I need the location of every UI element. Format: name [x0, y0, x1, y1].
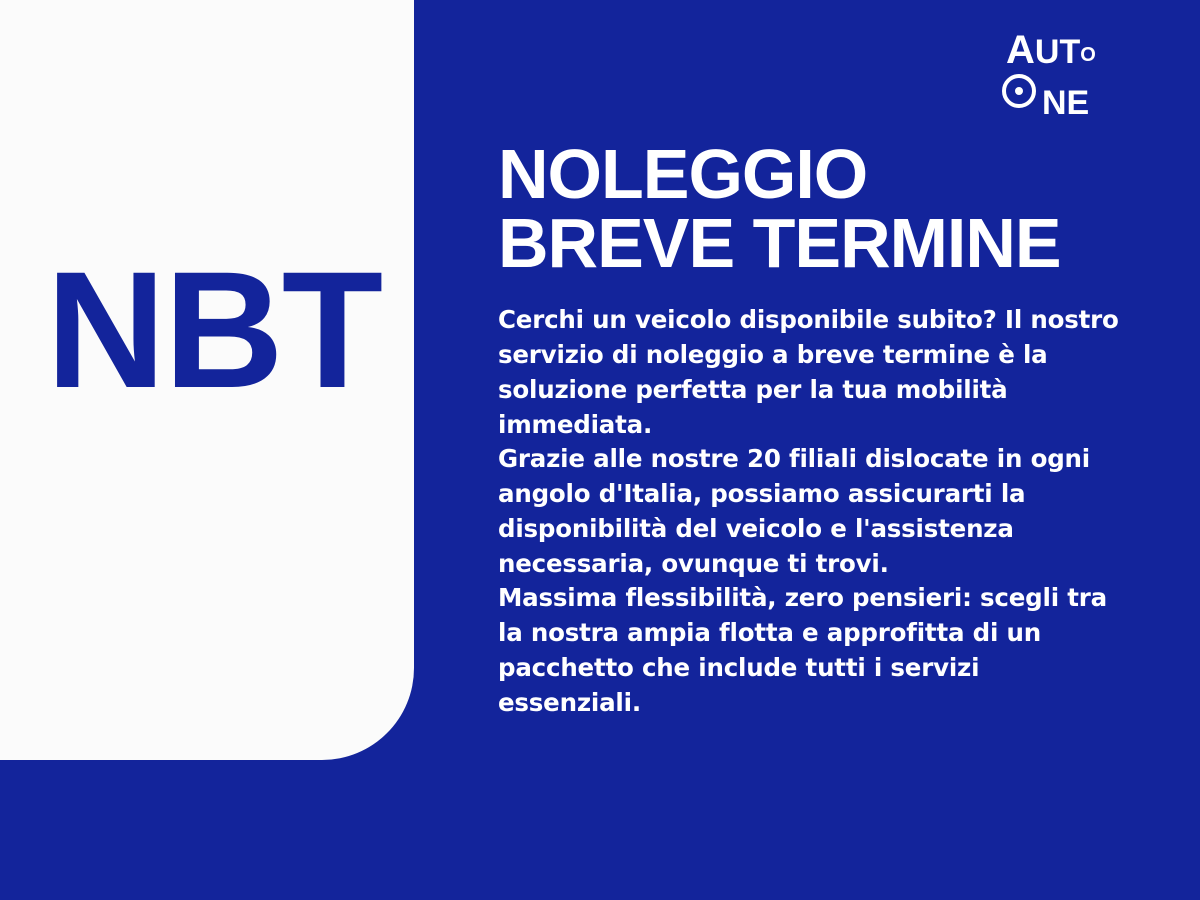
logo-circle-o-icon [1002, 74, 1042, 114]
logo-dot-shape [1015, 87, 1023, 95]
logo-letter-a: A [1006, 28, 1035, 72]
logo-letters-ut: UT [1034, 33, 1081, 71]
left-white-panel [0, 0, 414, 760]
description-block [498, 303, 1128, 720]
logo-letters-ne: NE [1042, 84, 1090, 122]
description-paragraph-1: Cerchi un veicolo disponibile subito? Il nostro servizio di noleggio a breve termine è la soluzione perfetta per la tua mobilità immediata. [498, 305, 1119, 439]
autoone-logo [1000, 30, 1152, 122]
logo-letter-o-small: O [1080, 44, 1096, 66]
logo-line-one [1000, 30, 1152, 70]
description-paragraph-3: Massima flessibilità, zero pensieri: scegli tra la nostra ampia flotta e approfitta di un pacchetto che include tutti i servizi essenziali. [498, 583, 1107, 717]
description-paragraph-2: Grazie alle nostre 20 filiali dislocate in ogni angolo d'Italia, possiamo assicurarti la disponibilità del veicolo e l'assistenza necessaria, ovunque ti trovi. [498, 444, 1090, 578]
headline-line-1: NOLEGGIO [498, 135, 868, 213]
headline-line-2: BREVE TERMINE [498, 203, 1061, 282]
page-title [498, 135, 1128, 282]
nbt-acronym: NBT [46, 238, 382, 423]
logo-line-two [1000, 74, 1152, 120]
content-column [498, 135, 1128, 721]
